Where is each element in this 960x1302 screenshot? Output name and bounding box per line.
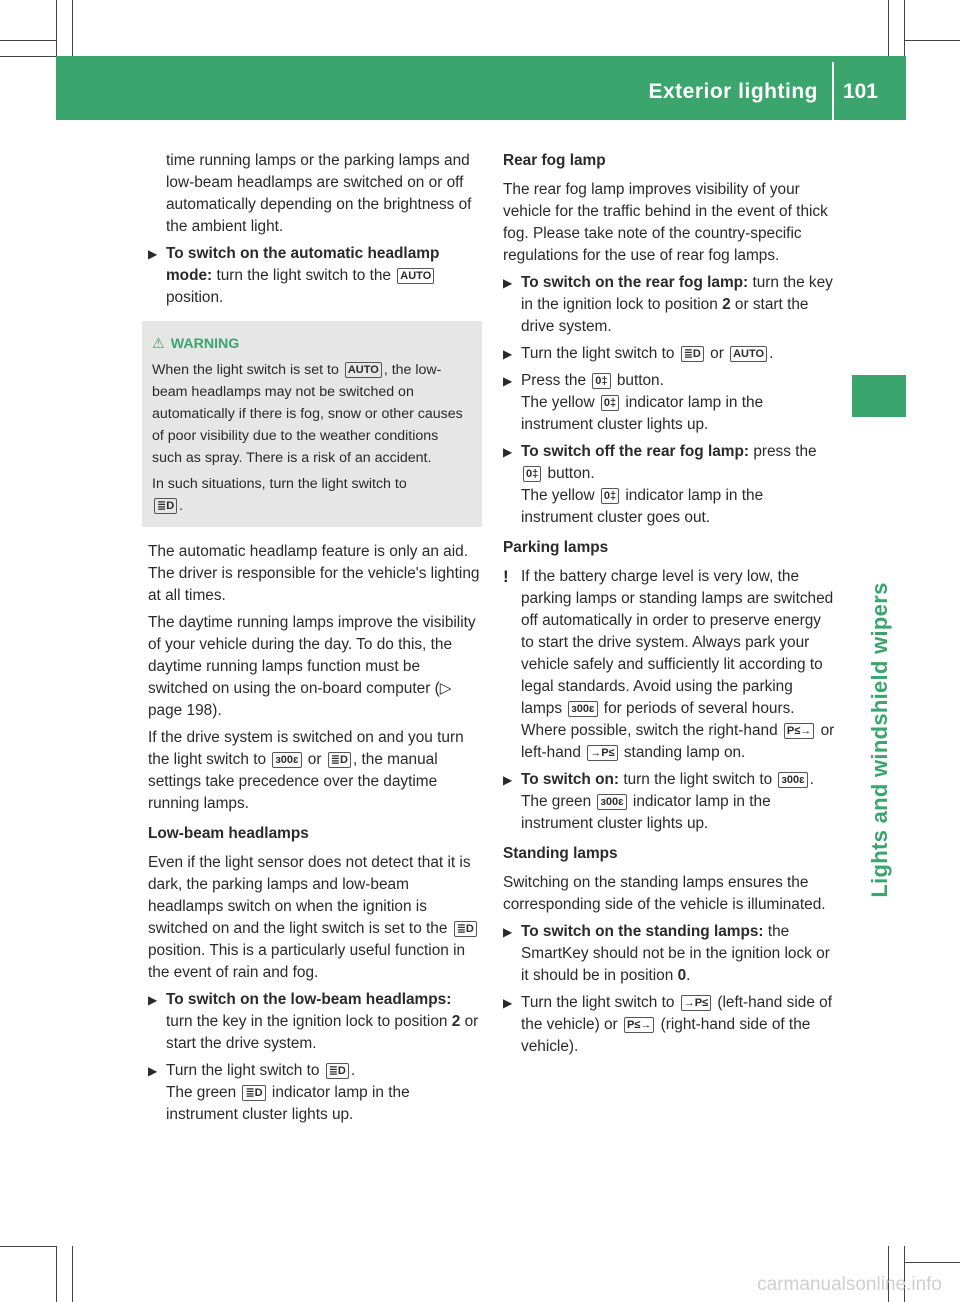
instruction-step: ▶ Turn the light switch to ≣D or AUTO . (503, 343, 835, 365)
rear-fog-icon: 0‡ (601, 488, 619, 504)
note-box: ! If the battery charge level is very low, the parking lamps or standing lamps are switched off automatically in order to preserve energy to start the drive system. Always park your vehicle safely and sufficiently lit according to legal standards. Avoid using the parking lamps ɜ00ɛ for periods of several hours. Where possible, switch the right-hand P≤→ or left-hand →P≤ standing lamp on. (503, 567, 835, 761)
instruction-step: ▶ To switch on the standing lamps: the SmartKey should not be in the ignition lock or it should be in position 0. (503, 923, 830, 984)
lowbeam-icon: ≣D (154, 498, 177, 514)
lowbeam-icon: ≣D (242, 1085, 265, 1101)
step-arrow-icon: ▶ (503, 276, 513, 290)
instruction-step: ▶ To switch on the rear fog lamp: turn the key in the ignition lock to position 2 or start the drive system. (503, 274, 833, 335)
crop-mark (0, 40, 56, 41)
parking-lamp-icon: ɜ00ɛ (597, 794, 626, 810)
instruction-step: ▶ Press the 0‡ button. The yellow 0‡ indicator lamp in the instrument cluster lights up. (503, 372, 764, 433)
crop-mark (904, 0, 905, 56)
crop-mark (904, 1262, 960, 1263)
step-arrow-icon: ▶ (148, 993, 158, 1007)
step-arrow-icon: ▶ (148, 1064, 158, 1078)
paragraph: time running lamps or the parking lamps and low-beam headlamps are switched on or off automatically depending on the brightness of the ambient light. (166, 152, 472, 235)
crop-mark (0, 56, 56, 57)
exclamation-icon: ! (503, 567, 509, 586)
standing-lamp-left-icon: →P≤ (587, 745, 617, 761)
warning-title: ⚠ WARNING (152, 336, 240, 352)
section-heading: Parking lamps (503, 539, 609, 556)
section-heading: Rear fog lamp (503, 152, 606, 169)
section-heading: Low-beam headlamps (148, 825, 309, 842)
lowbeam-icon: ≣D (454, 921, 477, 937)
standing-lamp-right-icon: P≤→ (624, 1017, 654, 1033)
page-number: 101 (842, 80, 878, 103)
instruction-step: ▶ To switch on the low-beam headlamps: turn the key in the ignition lock to position 2 or start the drive system. (148, 991, 479, 1052)
instruction-step: ▶ To switch on: turn the light switch to ɜ00ɛ . The green ɜ00ɛ indicator lamp in the instrument cluster lights up. (503, 771, 814, 832)
standing-lamp-left-icon: →P≤ (681, 995, 711, 1011)
warning-text: When the light switch is set to AUTO , the low-beam headlamps may not be switched on automatically if there is fog, snow or other causes of poor visibility due to the weather conditions such as spray. There is a risk of an accident. (152, 362, 463, 466)
warning-box (142, 321, 482, 527)
rear-fog-icon: 0‡ (592, 373, 610, 389)
rear-fog-icon: 0‡ (601, 395, 619, 411)
parking-lamp-icon: ɜ00ɛ (778, 772, 807, 788)
section-title: Exterior lighting (648, 80, 818, 103)
paragraph: The automatic headlamp feature is only an aid. The driver is responsible for the vehicle's lighting at all times. (148, 543, 480, 604)
auto-icon: AUTO (397, 268, 434, 284)
crop-mark (72, 0, 73, 56)
step-arrow-icon: ▶ (503, 347, 513, 361)
crop-mark (56, 1246, 57, 1302)
crop-mark (888, 0, 889, 56)
parking-lamp-icon: ɜ00ɛ (568, 701, 597, 717)
standing-lamp-right-icon: P≤→ (784, 723, 814, 739)
paragraph: Switching on the standing lamps ensures the corresponding side of the vehicle is illuminated. (503, 874, 826, 913)
auto-icon: AUTO (730, 346, 767, 362)
parking-lamp-icon: ɜ00ɛ (272, 752, 301, 768)
lowbeam-icon: ≣D (328, 752, 351, 768)
step-arrow-icon: ▶ (503, 996, 513, 1010)
warning-text: In such situations, turn the light switch to ≣D . (152, 476, 407, 514)
crop-mark (0, 1246, 56, 1247)
crop-mark (904, 40, 960, 41)
paragraph: If the drive system is switched on and you turn the light switch to ɜ00ɛ or ≣D , the manual settings take precedence over the daytime running lamps. (148, 729, 464, 812)
chapter-side-title: Lights and windshield wipers (867, 582, 892, 898)
crop-mark (56, 0, 57, 56)
step-arrow-icon: ▶ (148, 247, 158, 261)
paragraph: The daytime running lamps improve the visibility of your vehicle during the day. To do this, the daytime running lamps function must be switched on using the on-board computer (▷ page 198). (148, 614, 476, 719)
section-heading: Standing lamps (503, 845, 618, 862)
step-arrow-icon: ▶ (503, 925, 513, 939)
paragraph: The rear fog lamp improves visibility of your vehicle for the traffic behind in the event of thick fog. Please take note of the country-specific regulations for the use of rear fog lamps. (503, 181, 828, 264)
step-arrow-icon: ▶ (503, 773, 513, 787)
step-arrow-icon: ▶ (503, 374, 513, 388)
header-divider (832, 62, 834, 120)
rear-fog-icon: 0‡ (523, 466, 541, 482)
side-tab-marker (852, 375, 906, 417)
right-column (503, 150, 835, 1063)
left-column (148, 150, 482, 1131)
page-header (56, 56, 906, 120)
instruction-step: ▶ Turn the light switch to ≣D . The green ≣D indicator lamp in the instrument cluster lights up. (148, 1062, 410, 1123)
warning-triangle-icon: ⚠ (152, 336, 165, 352)
watermark: carmanualsonline.info (757, 1274, 942, 1295)
crop-mark (72, 1246, 73, 1302)
paragraph: Even if the light sensor does not detect that it is dark, the parking lamps and low-beam headlamps switch on when the ignition is switched on and the light switch is set to the ≣D position. This is a particularly useful function in the event of rain and fog. (148, 852, 482, 984)
step-arrow-icon: ▶ (503, 445, 513, 459)
instruction-step: ▶ To switch on the automatic headlamp mode: turn the light switch to the AUTO position. (148, 245, 440, 306)
instruction-step: ▶ Turn the light switch to →P≤ (left-hand side of the vehicle) or P≤→ (right-hand side of the vehicle). (503, 994, 832, 1055)
lowbeam-icon: ≣D (681, 346, 704, 362)
auto-icon: AUTO (345, 362, 382, 378)
lowbeam-icon: ≣D (326, 1063, 349, 1079)
instruction-step: ▶ To switch off the rear fog lamp: press the 0‡ button. The yellow 0‡ indicator lamp in the instrument cluster goes out. (503, 443, 817, 526)
